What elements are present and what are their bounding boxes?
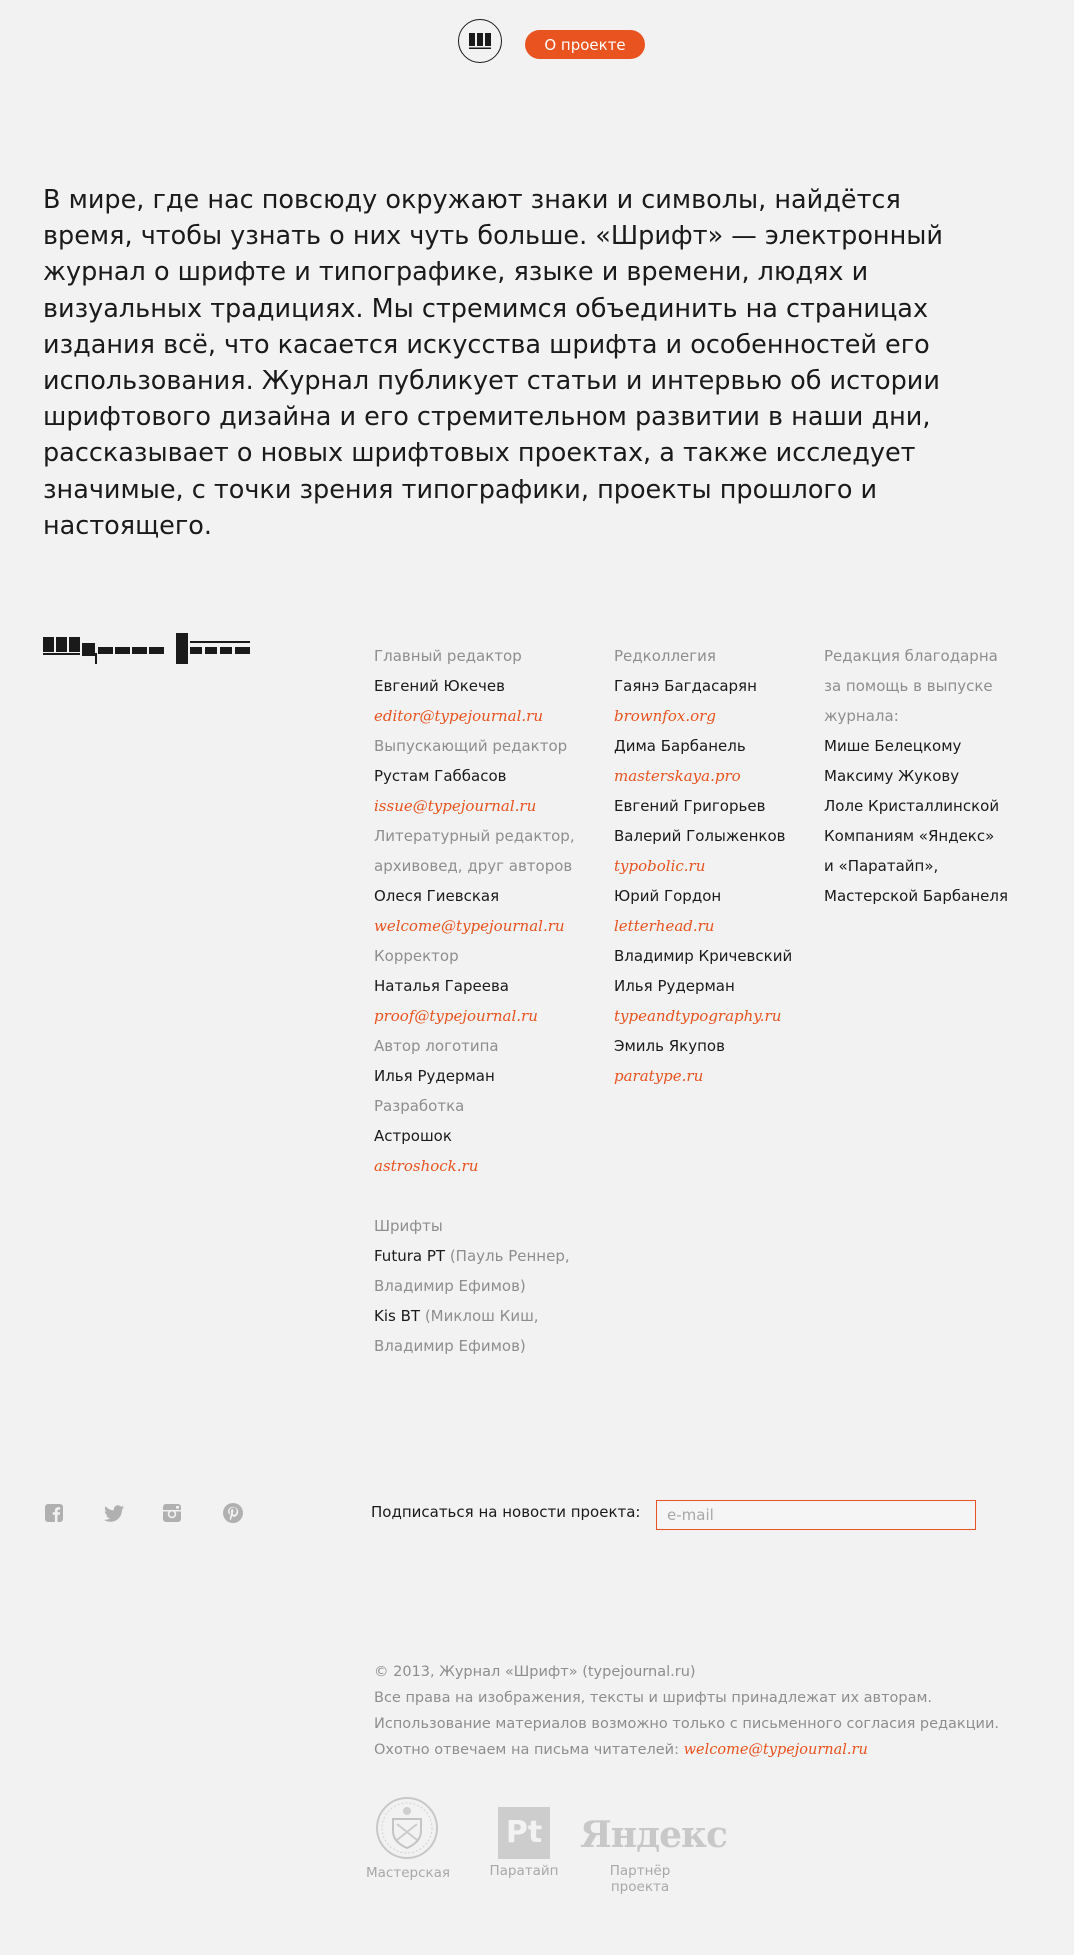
thanks-list — [824, 641, 1008, 911]
font2-authors-2: Владимир Ефимов) — [374, 1337, 526, 1355]
pinterest-icon[interactable] — [222, 1502, 244, 1524]
fonts-label: Шрифты — [374, 1217, 443, 1235]
paratype-logo: Pt — [498, 1807, 550, 1859]
board-member: Евгений Григорьев — [614, 797, 766, 815]
board-member-link[interactable]: typeandtypography.ru — [614, 1007, 782, 1025]
thanks-item: Мастерской Барбанеля — [824, 887, 1008, 905]
issue-editor-label: Выпускающий редактор — [374, 737, 568, 755]
board-member-link[interactable]: paratype.ru — [614, 1067, 704, 1085]
about-project-button[interactable]: О проекте — [525, 30, 645, 59]
intro-text: В мире, где нас повсюду окружают знаки и символы, найдётся время, чтобы узнать о них чуть больше. «Шрифт» — электронный журнал о шрифте и типографике, языке и времени, людях и визуальных традициях. Мы стремимся объединить на страницах издания всё, что касается искусства шрифта и особенностей его использования. Журнал публикует статьи и интервью об истории шрифтового дизайна и его стремительном развитии в наши дни, рассказывает о новых шрифтовых проектах, а также исследует значимые, с точки зрения типографики, проекты прошлого и настоящего. — [43, 185, 943, 541]
editorial-staff — [374, 641, 575, 1181]
thanks-item: Мише Белецкому — [824, 737, 962, 755]
board-member: Юрий Гордон — [614, 887, 722, 905]
letters-text: Охотно отвечаем на письма читателей: — [374, 1742, 684, 1758]
footer-info — [374, 1659, 999, 1763]
thanks-intro-3: журнала: — [824, 707, 899, 725]
development-label: Разработка — [374, 1097, 465, 1115]
partner-masterskaya[interactable] — [366, 1795, 451, 1881]
fonts-credits — [374, 1211, 570, 1361]
thanks-intro-2: за помощь в выпуске — [824, 677, 993, 695]
yandex-logo: Яндекс — [580, 1814, 727, 1856]
chief-editor-name: Евгений Юкечев — [374, 677, 505, 695]
facebook-icon[interactable] — [43, 1502, 65, 1524]
literary-editor-label-2: архивовед, друг авторов — [374, 857, 573, 875]
board-member: Дима Барбанель — [614, 737, 746, 755]
board-member-link[interactable]: typobolic.ru — [614, 857, 706, 875]
font1-authors: (Пауль Реннер, — [445, 1247, 570, 1265]
email-input[interactable] — [656, 1500, 976, 1530]
chief-editor-email-link[interactable]: editor@typejournal.ru — [374, 707, 543, 725]
thanks-item: Компаниям «Яндекс» — [824, 827, 995, 845]
font2-authors: (Миклош Киш, — [420, 1307, 539, 1325]
board-member-link[interactable]: letterhead.ru — [614, 917, 715, 935]
partner-yandex[interactable] — [580, 1795, 727, 1895]
paratype-label: Паратайп — [489, 1863, 559, 1879]
board-member: Гаянэ Багдасарян — [614, 677, 757, 695]
editorial-board — [614, 641, 792, 1091]
font2-name: Kis BT — [374, 1307, 421, 1325]
literary-editor-label: Литературный редактор, — [374, 827, 575, 845]
proofreader-email-link[interactable]: proof@typejournal.ru — [374, 1007, 538, 1025]
instagram-icon[interactable] — [161, 1502, 183, 1524]
issue-editor-name: Рустам Габбасов — [374, 767, 507, 785]
yandex-partner-label: Партнёр проекта — [609, 1863, 671, 1895]
developer-site-link[interactable]: astroshock.ru — [374, 1157, 479, 1175]
subscribe-label: Подписаться на новости проекта: — [371, 1503, 641, 1521]
board-member: Валерий Голыженков — [614, 827, 786, 845]
masterskaya-label: Мастерская — [366, 1865, 451, 1881]
literary-editor-email-link[interactable]: welcome@typejournal.ru — [374, 917, 565, 935]
thanks-item: Лоле Кристаллинской — [824, 797, 1000, 815]
board-member: Эмиль Якупов — [614, 1037, 725, 1055]
masterskaya-seal-icon — [375, 1795, 439, 1861]
copyright-text: © 2013, Журнал «Шрифт» (typejournal.ru) — [374, 1664, 696, 1680]
journal-logo-graphic — [43, 633, 255, 675]
journal-logo[interactable] — [43, 633, 255, 679]
logo-author-name: Илья Рудерман — [374, 1067, 495, 1085]
partner-paratype[interactable] — [484, 1795, 564, 1879]
rights-text: Все права на изображения, тексты и шрифты принадлежат их авторам. — [374, 1690, 933, 1706]
board-member: Илья Рудерман — [614, 977, 735, 995]
letters-email-link[interactable]: welcome@typejournal.ru — [683, 1742, 868, 1758]
logo-author-label: Автор логотипа — [374, 1037, 499, 1055]
twitter-icon[interactable] — [103, 1502, 125, 1524]
board-member: Владимир Кричевский — [614, 947, 793, 965]
grid-icon[interactable] — [458, 19, 502, 63]
developer-name: Астрошок — [374, 1127, 452, 1145]
thanks-intro: Редакция благодарна — [824, 647, 998, 665]
literary-editor-name: Олеся Гиевская — [374, 887, 500, 905]
thanks-item: Максиму Жукову — [824, 767, 960, 785]
board-member-link[interactable]: brownfox.org — [614, 707, 716, 725]
font1-authors-2: Владимир Ефимов) — [374, 1277, 526, 1295]
grid-icon-glyph — [469, 33, 491, 49]
board-label: Редколлегия — [614, 647, 716, 665]
proofreader-label: Корректор — [374, 947, 459, 965]
usage-text: Использование материалов возможно только с письменного согласия редакции. — [374, 1716, 1000, 1732]
board-member-link[interactable]: masterskaya.pro — [614, 767, 741, 785]
issue-editor-email-link[interactable]: issue@typejournal.ru — [374, 797, 537, 815]
thanks-item: и «Паратайп», — [824, 857, 939, 875]
font1-name: Futura PT — [374, 1247, 446, 1265]
proofreader-name: Наталья Гареева — [374, 977, 509, 995]
chief-editor-label: Главный редактор — [374, 647, 522, 665]
